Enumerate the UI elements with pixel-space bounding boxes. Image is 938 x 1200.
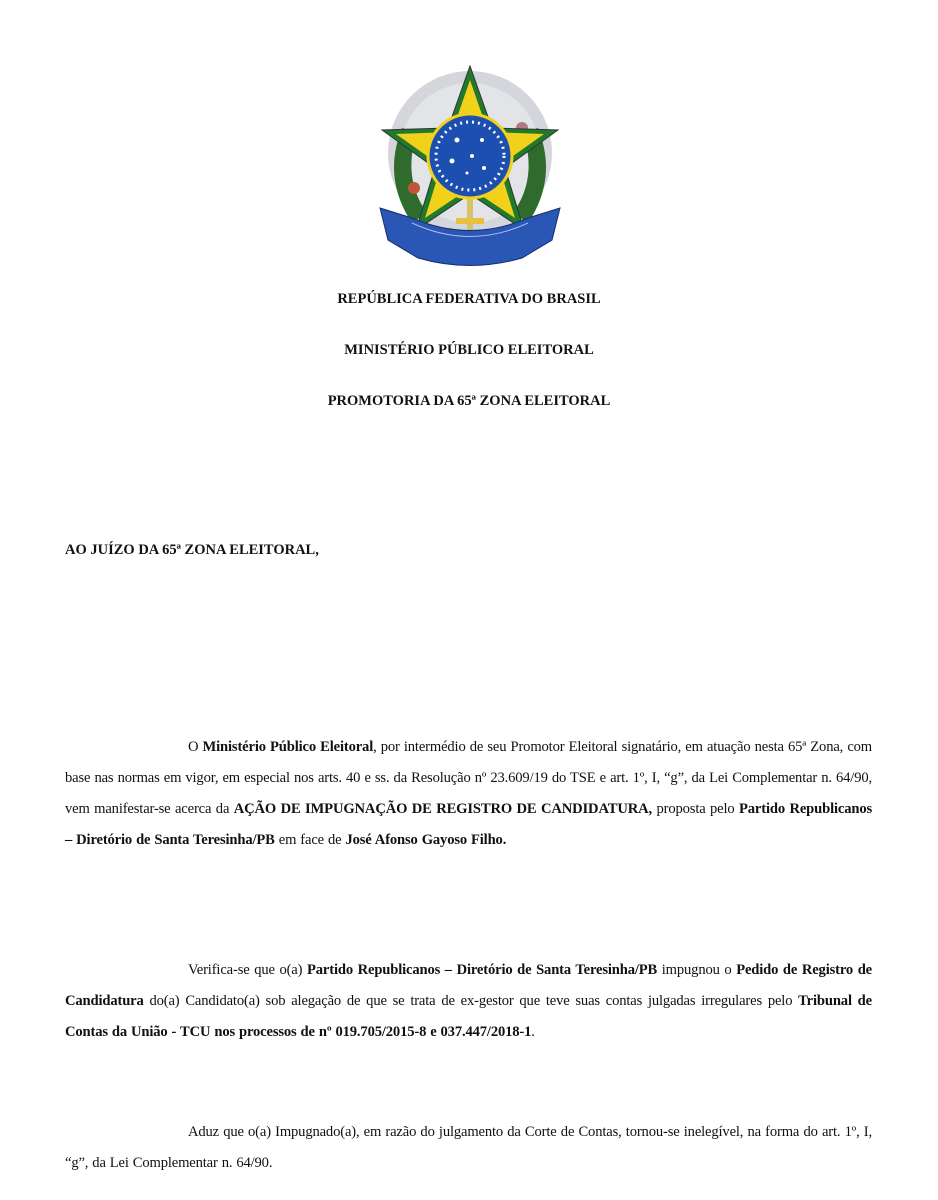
addressee: AO JUÍZO DA 65ª ZONA ELEITORAL, [65,542,319,558]
paragraph-intro [65,732,872,856]
bold-text-run: Pedido de Registro de Candidatura [65,962,872,1009]
bold-text-run: José Afonso Gayoso Filho. [345,832,507,848]
text-run: proposta pelo [652,801,740,817]
bold-text-run: Ministério Público Eleitoral [202,739,374,755]
text-run: do(a) Candidato(a) sob alegação de que se trata de ex-gestor que teve suas contas julgadas irregulares pelo [143,993,799,1009]
header-republic: REPÚBLICA FEDERATIVA DO BRASIL [337,291,601,307]
bold-text-run: AÇÃO DE IMPUGNAÇÃO DE REGISTRO DE CANDIDATURA, [233,801,653,817]
header-ministry: MINISTÉRIO PÚBLICO ELEITORAL [344,342,594,358]
header-prosecutor-office: PROMOTORIA DA 65ª ZONA ELEITORAL [327,393,611,409]
text-run: Verifica-se que o(a) [188,962,307,978]
text-run: Aduz que o(a) Impugnado(a), em razão do julgamento da Corte de Contas, tornou-se inelegível, na forma do art. 1º, I, “g”, da Lei Complementar n. 64/90. [65,1124,872,1171]
text-run: . [531,1024,535,1040]
paragraph-ineligibility [65,1117,872,1179]
text-run: impugnou o [657,962,737,978]
text-run: O [188,739,203,755]
text-run: , por intermédio de seu Promotor Eleitoral signatário, em atuação nesta 65ª Zona, com base nas normas em vigor, em especial nos arts. 40 e ss. da Resolução nº 23.609/19 do TSE e art. 1º, I, “g”, da Lei Complementar n. 64/90, vem manifestar-se acerca da [65,739,872,817]
text-run: em face de [274,832,346,848]
bold-text-run: Partido Republicanos – Diretório de Santa Teresinha/PB [65,801,872,848]
coat-of-arms-emblem [372,58,568,270]
bold-text-run: Tribunal de Contas da União - TCU nos processos de nº 019.705/2015-8 e 037.447/2018-1 [65,993,872,1040]
paragraph-challenge [65,955,872,1048]
bold-text-run: Partido Republicanos – Diretório de Santa Teresinha/PB [307,962,658,978]
